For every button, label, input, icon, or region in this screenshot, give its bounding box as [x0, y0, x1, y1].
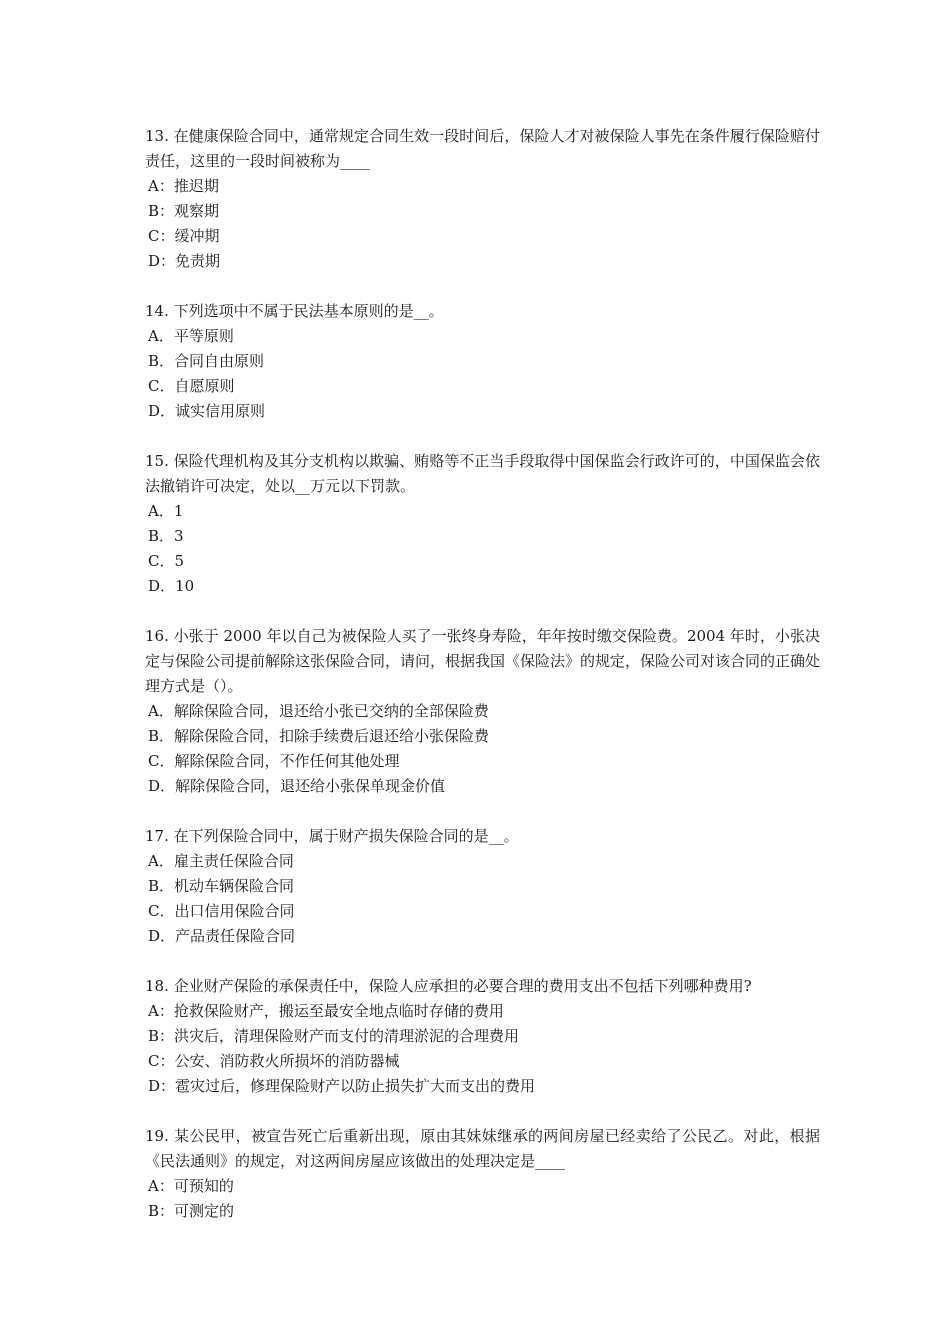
- document-page: [145, 124, 820, 1249]
- question-stem: 13. 在健康保险合同中，通常规定合同生效一段时间后，保险人才对被保险人事先在条件履行保险赔付责任，这里的一段时间被称为____: [145, 127, 820, 170]
- option-d: D．10: [148, 577, 195, 595]
- option-d: D：免责期: [148, 252, 221, 270]
- option-d: D．诚实信用原则: [148, 402, 266, 420]
- question-18: [145, 974, 820, 1099]
- option-b: B．3: [148, 527, 184, 545]
- option-b: B．机动车辆保险合同: [148, 877, 295, 895]
- option-a: A：抢救保险财产，搬运至最安全地点临时存储的费用: [148, 1002, 504, 1020]
- question-14: [145, 299, 820, 424]
- option-c: C．5: [148, 552, 185, 570]
- question-stem: 18. 企业财产保险的承保责任中，保险人应承担的必要合理的费用支出不包括下列哪种费用?: [145, 977, 752, 995]
- question-17: [145, 824, 820, 949]
- option-a: A．雇主责任保险合同: [148, 852, 294, 870]
- option-b: B：观察期: [148, 202, 220, 220]
- option-c: C．自愿原则: [148, 377, 235, 395]
- question-16: [145, 624, 820, 799]
- question-13: [145, 124, 820, 274]
- option-b: B．解除保险合同，扣除手续费后退还给小张保险费: [148, 727, 490, 745]
- question-stem: 14. 下列选项中不属于民法基本原则的是__。: [145, 302, 444, 320]
- option-b: B．合同自由原则: [148, 352, 265, 370]
- question-stem: 16. 小张于 2000 年以自己为被保险人买了一张终身寿险，年年按时缴交保险费。2004 年时，小张决定与保险公司提前解除这张保险合同，请问，根据我国《保险法》的规定，保险公司对该合同的正确处理方式是（）。: [145, 627, 821, 695]
- option-c: C．解除保险合同，不作任何其他处理: [148, 752, 400, 770]
- question-stem: 19. 某公民甲，被宣告死亡后重新出现，原由其妹妹继承的两间房屋已经卖给了公民乙。对此，根据《民法通则》的规定，对这两间房屋应该做出的处理决定是____: [145, 1127, 820, 1170]
- option-a: A：可预知的: [148, 1177, 234, 1195]
- option-a: A．解除保险合同，退还给小张已交纳的全部保险费: [148, 702, 489, 720]
- option-b: B：可测定的: [148, 1202, 235, 1220]
- option-c: C：公安、消防救火所损坏的消防器械: [148, 1052, 400, 1070]
- option-d: D．解除保险合同，退还给小张保单现金价值: [148, 777, 446, 795]
- question-15: [145, 449, 820, 599]
- option-a: A．平等原则: [148, 327, 234, 345]
- question-stem: 15. 保险代理机构及其分支机构以欺骗、贿赂等不正当手段取得中国保监会行政许可的，中国保监会依法撤销许可决定，处以__万元以下罚款。: [145, 452, 820, 495]
- question-stem: 17. 在下列保险合同中，属于财产损失保险合同的是__。: [145, 827, 519, 845]
- option-b: B：洪灾后，清理保险财产而支付的清理淤泥的合理费用: [148, 1027, 520, 1045]
- option-c: C：缓冲期: [148, 227, 220, 245]
- option-c: C．出口信用保险合同: [148, 902, 295, 920]
- option-a: A．1: [148, 502, 184, 520]
- option-d: D．产品责任保险合同: [148, 927, 296, 945]
- option-d: D：雹灾过后，修理保险财产以防止损失扩大而支出的费用: [148, 1077, 536, 1095]
- question-19: [145, 1124, 820, 1224]
- option-a: A：推迟期: [148, 177, 219, 195]
